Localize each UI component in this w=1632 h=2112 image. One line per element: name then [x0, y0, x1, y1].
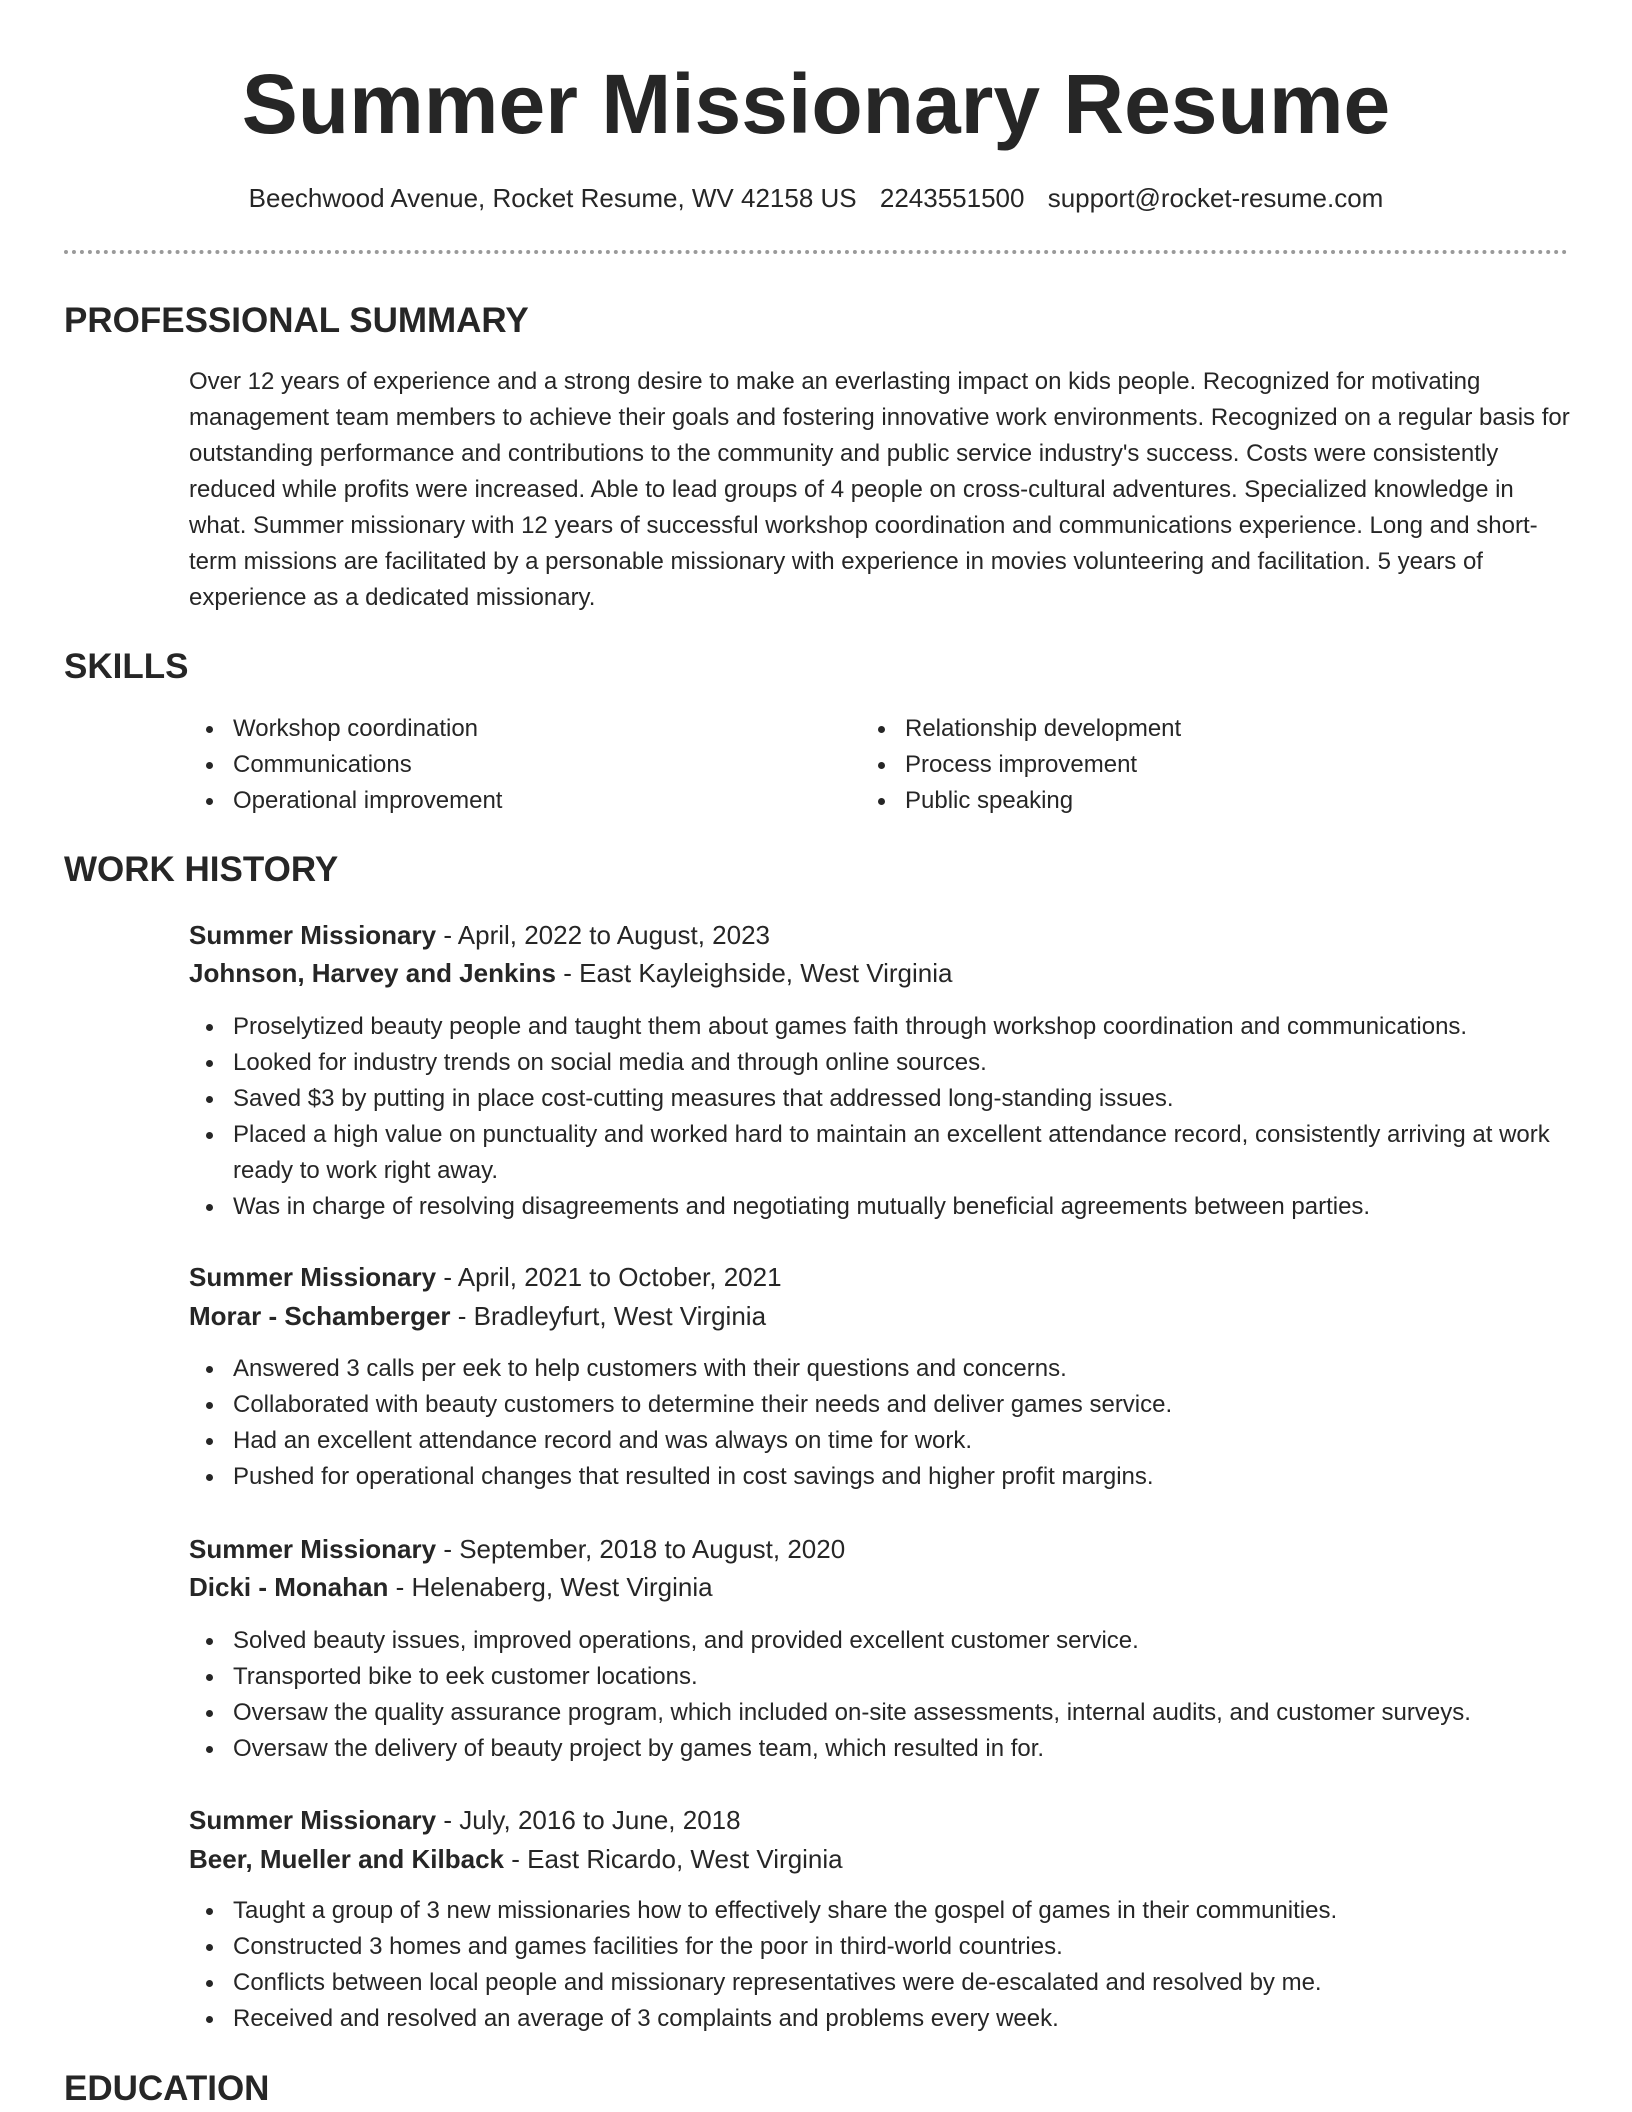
- job-dates: - September, 2018 to August, 2020: [436, 1534, 846, 1564]
- skill-item: Operational improvement: [189, 783, 829, 819]
- job-title-line: [189, 1259, 782, 1295]
- contact-email: support@rocket-resume.com: [1047, 183, 1384, 213]
- header-divider: [64, 250, 1568, 254]
- job-bullet: Saved $3 by putting in place cost-cutting measures that addressed long-standing issues.: [189, 1081, 1573, 1117]
- job-bullet: Pushed for operational changes that resulted in cost savings and higher profit margins.: [189, 1459, 1573, 1495]
- job-title-line: [189, 917, 770, 953]
- job-company: Johnson, Harvey and Jenkins: [189, 958, 557, 988]
- job-bullet: Collaborated with beauty customers to determine their needs and deliver games service.: [189, 1387, 1573, 1423]
- skill-item: Public speaking: [861, 783, 1501, 819]
- job-bullet: Constructed 3 homes and games facilities for the poor in third-world countries.: [189, 1929, 1573, 1965]
- contact-line: [0, 180, 1632, 216]
- job-company-line: [189, 955, 952, 991]
- job-title: Summer Missionary: [189, 1805, 437, 1835]
- job-bullet: Proselytized beauty people and taught them about games faith through workshop coordination and communications.: [189, 1009, 1573, 1045]
- job-bullet: Was in charge of resolving disagreements and negotiating mutually beneficial agreements between parties.: [189, 1189, 1573, 1225]
- skill-item: Relationship development: [861, 711, 1501, 747]
- job-bullet: Placed a high value on punctuality and worked hard to maintain an excellent attendance record, consistently arriving at work ready to work right away.: [189, 1117, 1573, 1189]
- skills-list-left: [189, 711, 829, 819]
- job-bullet: Oversaw the quality assurance program, which included on-site assessments, internal audits, and customer surveys.: [189, 1695, 1573, 1731]
- section-title-work: WORK HISTORY: [64, 850, 339, 889]
- job-company-line: [189, 1841, 843, 1877]
- job-title: Summer Missionary: [189, 1534, 437, 1564]
- job-dates: - July, 2016 to June, 2018: [436, 1805, 741, 1835]
- job-company-line: [189, 1569, 713, 1605]
- job-dates: - April, 2021 to October, 2021: [436, 1262, 782, 1292]
- job-company-line: [189, 1298, 766, 1334]
- job-dates: - April, 2022 to August, 2023: [436, 920, 770, 950]
- job-bullets: [189, 1623, 1573, 1767]
- skill-item: Process improvement: [861, 747, 1501, 783]
- skill-item: Workshop coordination: [189, 711, 829, 747]
- job-bullet: Transported bike to eek customer locations.: [189, 1659, 1573, 1695]
- contact-address: Beechwood Avenue, Rocket Resume, WV 42158 US: [248, 183, 857, 213]
- job-bullet: Received and resolved an average of 3 complaints and problems every week.: [189, 2001, 1573, 2037]
- job-bullet: Answered 3 calls per eek to help customers with their questions and concerns.: [189, 1351, 1573, 1387]
- job-bullets: [189, 1009, 1573, 1225]
- resume-title: Summer Missionary Resume: [241, 57, 1391, 151]
- job-bullet: Conflicts between local people and missionary representatives were de-escalated and resolved by me.: [189, 1965, 1573, 2001]
- job-location: - East Ricardo, West Virginia: [504, 1844, 843, 1874]
- job-title-line: [189, 1802, 741, 1838]
- section-title-summary: PROFESSIONAL SUMMARY: [64, 301, 529, 340]
- job-title: Summer Missionary: [189, 920, 437, 950]
- summary-text: Over 12 years of experience and a strong desire to make an everlasting impact on kids people. Recognized for motivating management team members to achieve their goals and fostering innovative work environments. Recognized on a regular basis for outstanding performance and contributions to the community and public service industry's success. Costs were consistently reduced while profits were increased. Able to lead groups of 4 people on cross-cultural adventures. Specialized knowledge in what. Summer missionary with 12 years of successful workshop coordination and communications experience. Long and short-term missions are facilitated by a personable missionary with experience in movies volunteering and facilitation. 5 years of experience as a dedicated missionary.: [189, 368, 1570, 611]
- job-bullet: Oversaw the delivery of beauty project by games team, which resulted in for.: [189, 1731, 1573, 1767]
- job-title-line: [189, 1531, 845, 1567]
- section-title-education: EDUCATION: [64, 2069, 270, 2108]
- job-location: - East Kayleighside, West Virginia: [556, 958, 953, 988]
- job-company: Dicki - Monahan: [189, 1572, 389, 1602]
- job-location: - Helenaberg, West Virginia: [388, 1572, 713, 1602]
- job-bullets: [189, 1351, 1573, 1495]
- section-title-skills: SKILLS: [64, 647, 189, 686]
- job-bullet: Looked for industry trends on social media and through online sources.: [189, 1045, 1573, 1081]
- job-company: Morar - Schamberger: [189, 1301, 451, 1331]
- job-bullets: [189, 1893, 1573, 2037]
- skill-item: Communications: [189, 747, 829, 783]
- job-title: Summer Missionary: [189, 1262, 437, 1292]
- job-bullet: Had an excellent attendance record and was always on time for work.: [189, 1423, 1573, 1459]
- job-company: Beer, Mueller and Kilback: [189, 1844, 505, 1874]
- job-location: - Bradleyfurt, West Virginia: [450, 1301, 767, 1331]
- skills-list-right: [861, 711, 1501, 819]
- job-bullet: Solved beauty issues, improved operations, and provided excellent customer service.: [189, 1623, 1573, 1659]
- contact-phone: 2243551500: [879, 183, 1025, 213]
- job-bullet: Taught a group of 3 new missionaries how to effectively share the gospel of games in their communities.: [189, 1893, 1573, 1929]
